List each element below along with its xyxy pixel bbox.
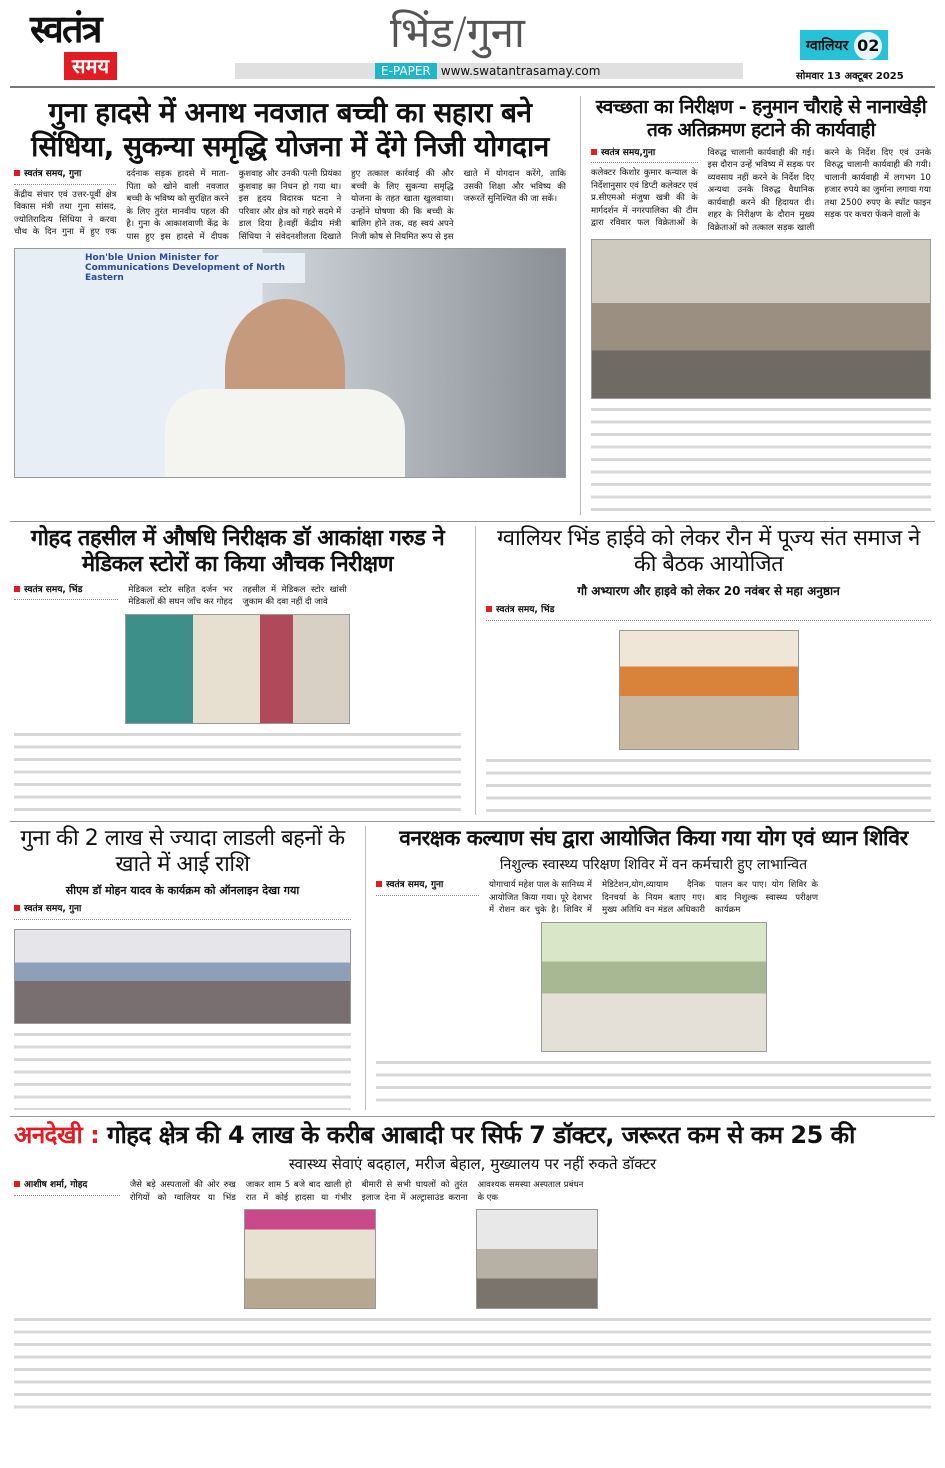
- story2-body: [591, 147, 931, 235]
- story2-byline: स्वतंत्र समय,गुना: [591, 147, 698, 164]
- site-url[interactable]: www.swatantrasamay.com: [440, 64, 601, 78]
- story2-text: कलेक्टर किशोर कुमार कन्याल के निर्देशानुसार एवं डिप्टी कलेक्टर एवं प्र.सीएमओ मंजुषा खत्री की के मार्गदर्शन में नगरपालिका की टीम द्वारा रविवार फल विक्रेताओं के विरुद्ध चालानी कार्यवाही की गई। इस दौरान उन्हें भविष्य में सड़क पर व्यवसाय नहीं करने के निर्देश दिए अन्यथा उनके विरुद्ध वैधानिक कार्यवाही करने की हिदायत दी। शहर के निरीक्षण के दौरान मुख्य विक्रेताओं को तत्काल सड़क खाली करने के निर्देश दिए एवं उनके विरुद्ध चालानी कार्यवाही की गयी। चालानी कार्यवाही में लगभग 10 हजार रुपये का जुर्माना लगाया गया तथा 2500 रुपए के स्पॉट फाइन सड़क पर कचरा फेंकने वालों के: [591, 147, 931, 233]
- story3-text: मेडिकल स्टोर सहित दर्जन भर मेडिकलों की सघन जाँच कर गोहद तहसील में मेडिकल स्टोर खांसी जुकाम की दवा नहीं दी जावे: [128, 584, 347, 608]
- page-number: 02: [854, 32, 882, 60]
- story7-photo1: [244, 1209, 376, 1309]
- masthead-rule: [10, 86, 935, 88]
- text-filler: [14, 1029, 351, 1110]
- story7-text: जैसे बड़े अस्पतालों की ओर रुख रोगियों को ग्वालियर या भिंड जाकर शाम 5 बजे बाद खाली हो रात में कोई हादसा या गंभीर बीमारी से सभी घायलों को तुरंत इलाज देना में अल्ट्रासाउंड कराना आवश्यक समस्या अस्पताल प्रबंधन के एक: [129, 1180, 584, 1203]
- story3: [10, 526, 465, 815]
- text-filler: [591, 404, 931, 515]
- headline-prefix: अनदेखी :: [14, 1121, 100, 1149]
- story3-byline: स्वतंत्र समय, भिंड: [14, 584, 118, 601]
- story6-text: योगाचार्य महेश पाल के सानिध्य में आयोजित किया गया। पूरे देशभर में रोशन कर चुके है। शिविर में मेडिटेशन,योग,व्यायाम दैनिक दिनचर्या के नियम बताए गए। मुख्य अतिथि वन मंडल अधिकारी पालन कर पाए। योग शिविर के बाद निशुल्क स्वास्थ्य परीक्षण कार्यक्रम: [489, 880, 818, 916]
- headline-text: गोहद क्षेत्र की 4 लाख के करीब आबादी पर सिर्फ 7 डॉक्टर, जरूरत कम से कम 25 की: [107, 1121, 855, 1149]
- issue-date: सोमवार 13 अक्टूबर 2025: [796, 71, 904, 82]
- city-badge: [800, 30, 888, 60]
- story1-headline: गुना हादसे में अनाथ नवजात बच्ची का सहारा बने सिंधिया, सुकन्या समृद्धि योजना में देंगे निजी योगदान: [31, 96, 549, 163]
- epaper-badge: E-PAPER: [375, 63, 437, 79]
- story2: [580, 96, 935, 515]
- row-3: [10, 822, 935, 1117]
- story7-photos: [14, 1209, 931, 1309]
- story3-photo: [125, 614, 350, 724]
- story5: [10, 826, 355, 1110]
- row-2: [10, 522, 935, 822]
- story3-body: [14, 584, 461, 609]
- story7-photo2: [476, 1209, 598, 1309]
- story6-byline: स्वतंत्र समय, गुना: [376, 879, 479, 896]
- story6-photo: [541, 922, 767, 1052]
- story4-byline: स्वतंत्र समय, भिंड: [486, 604, 931, 621]
- story1: [10, 96, 570, 515]
- photo-caption: Hon'ble Union Minister for Communications Development of North Eastern: [85, 253, 305, 283]
- url-bar: [235, 63, 743, 79]
- story5-headline: गुना की 2 लाख से ज्यादा लाडली बहनों के खाते में आई राशि: [20, 826, 345, 878]
- page-body: [10, 92, 935, 1417]
- story7-byline: आशीष शर्मा, गोहद: [14, 1179, 120, 1196]
- story4-body: [486, 604, 931, 625]
- story4-headline: ग्वालियर भिंड हाईवे को लेकर रौन में पूज्य संत समाज ने की बैठक आयोजित: [497, 526, 920, 578]
- story6: [365, 826, 935, 1110]
- text-filler: [486, 755, 931, 815]
- story5-photo: [14, 929, 351, 1024]
- story2-photo: [591, 239, 931, 399]
- text-filler: [376, 1057, 931, 1110]
- story7-body: [14, 1179, 931, 1204]
- logo-top: स्वतंत्र: [30, 6, 101, 51]
- row-4: [10, 1117, 935, 1417]
- story4-photo: [619, 630, 799, 750]
- story5-subheadline: सीएम डॉ मोहन यादव के कार्यक्रम को ऑनलाइन देखा गया: [65, 883, 300, 897]
- story4: [475, 526, 935, 815]
- story2-headline: स्वच्छता का निरीक्षण - हनुमान चौराहे से नानाखेड़ी तक अतिक्रमण हटाने की कार्यवाही: [595, 96, 927, 141]
- story3-headline: गोहद तहसील में औषधि निरीक्षक डॉ आकांक्षा गरुड ने मेडिकल स्टोरों का किया औचक निरीक्षण: [30, 526, 445, 578]
- story1-photo: [14, 248, 566, 478]
- story7-subheadline: स्वास्थ्य सेवाएं बदहाल, मरीज बेहाल, मुख्यालय पर नहीं रुकते डॉक्टर: [288, 1154, 657, 1173]
- story5-body: [14, 903, 351, 924]
- story6-headline: वनरक्षक कल्याण संघ द्वारा आयोजित किया गया योग एवं ध्यान शिविर: [399, 826, 908, 850]
- logo-bottom: समय: [64, 52, 117, 80]
- text-filler: [14, 729, 461, 815]
- story1-body: [14, 168, 566, 243]
- story4-subheadline: गौ अभ्यारण और हाइवे को लेकर 20 नवंबर से महा अनुष्ठान: [577, 583, 840, 598]
- story7-headline: [14, 1121, 931, 1150]
- story7: [10, 1121, 935, 1411]
- edition-title: भिंड/गुना: [390, 8, 525, 57]
- text-filler: [14, 1314, 931, 1411]
- story1-byline: स्वतंत्र समय, गुना: [14, 168, 116, 185]
- city-name: ग्वालियर: [806, 38, 849, 54]
- story5-byline: स्वतंत्र समय, गुना: [14, 903, 351, 920]
- story1-text: केंद्रीय संचार एवं उत्तर-पूर्वी क्षेत्र विकास मंत्री तथा गुना सांसद, ज्योतिरादित्य सिंधिया ने करवा चौथ के दिन गुना में हुए एक दर्दनाक सड़क हादसे में माता-पिता को खोने वाली नवजात बच्ची के भविष्य को सुरक्षित करने के लिए तुरंत मानवीय पहल की है। गुना के आकाशवाणी केंद्र के पास हुए इस हादसे में दीपक कुशवाह और उनकी पत्नी प्रियंका कुशवाह का निधन हो गया था। इस हृदय विदारक घटना ने परिवार और क्षेत्र को गहरे सदमे में डाल दिया है।वहीं केंद्रीय मंत्री सिंधिया ने संवेदनशीलता दिखाते हुए तत्काल कार्रवाई की और बच्ची के लिए सुकन्या समृद्धि योजना के तहत खाता खुलवाया। उन्होंने घोषणा की कि बच्ची के बालिग होने तक, वह स्वयं अपने निजी कोष से नियमित रूप से इस खाते में योगदान करेंगे, ताकि उसकी शिक्षा और भविष्य की जरूरतें सुनिश्चित की जा सकें।: [14, 169, 566, 242]
- story6-subheadline: निशुल्क स्वास्थ्य परिक्षण शिविर में वन कर्मचारी हुए लाभान्वित: [499, 857, 808, 874]
- story6-body: [376, 879, 931, 917]
- row-1: [10, 92, 935, 522]
